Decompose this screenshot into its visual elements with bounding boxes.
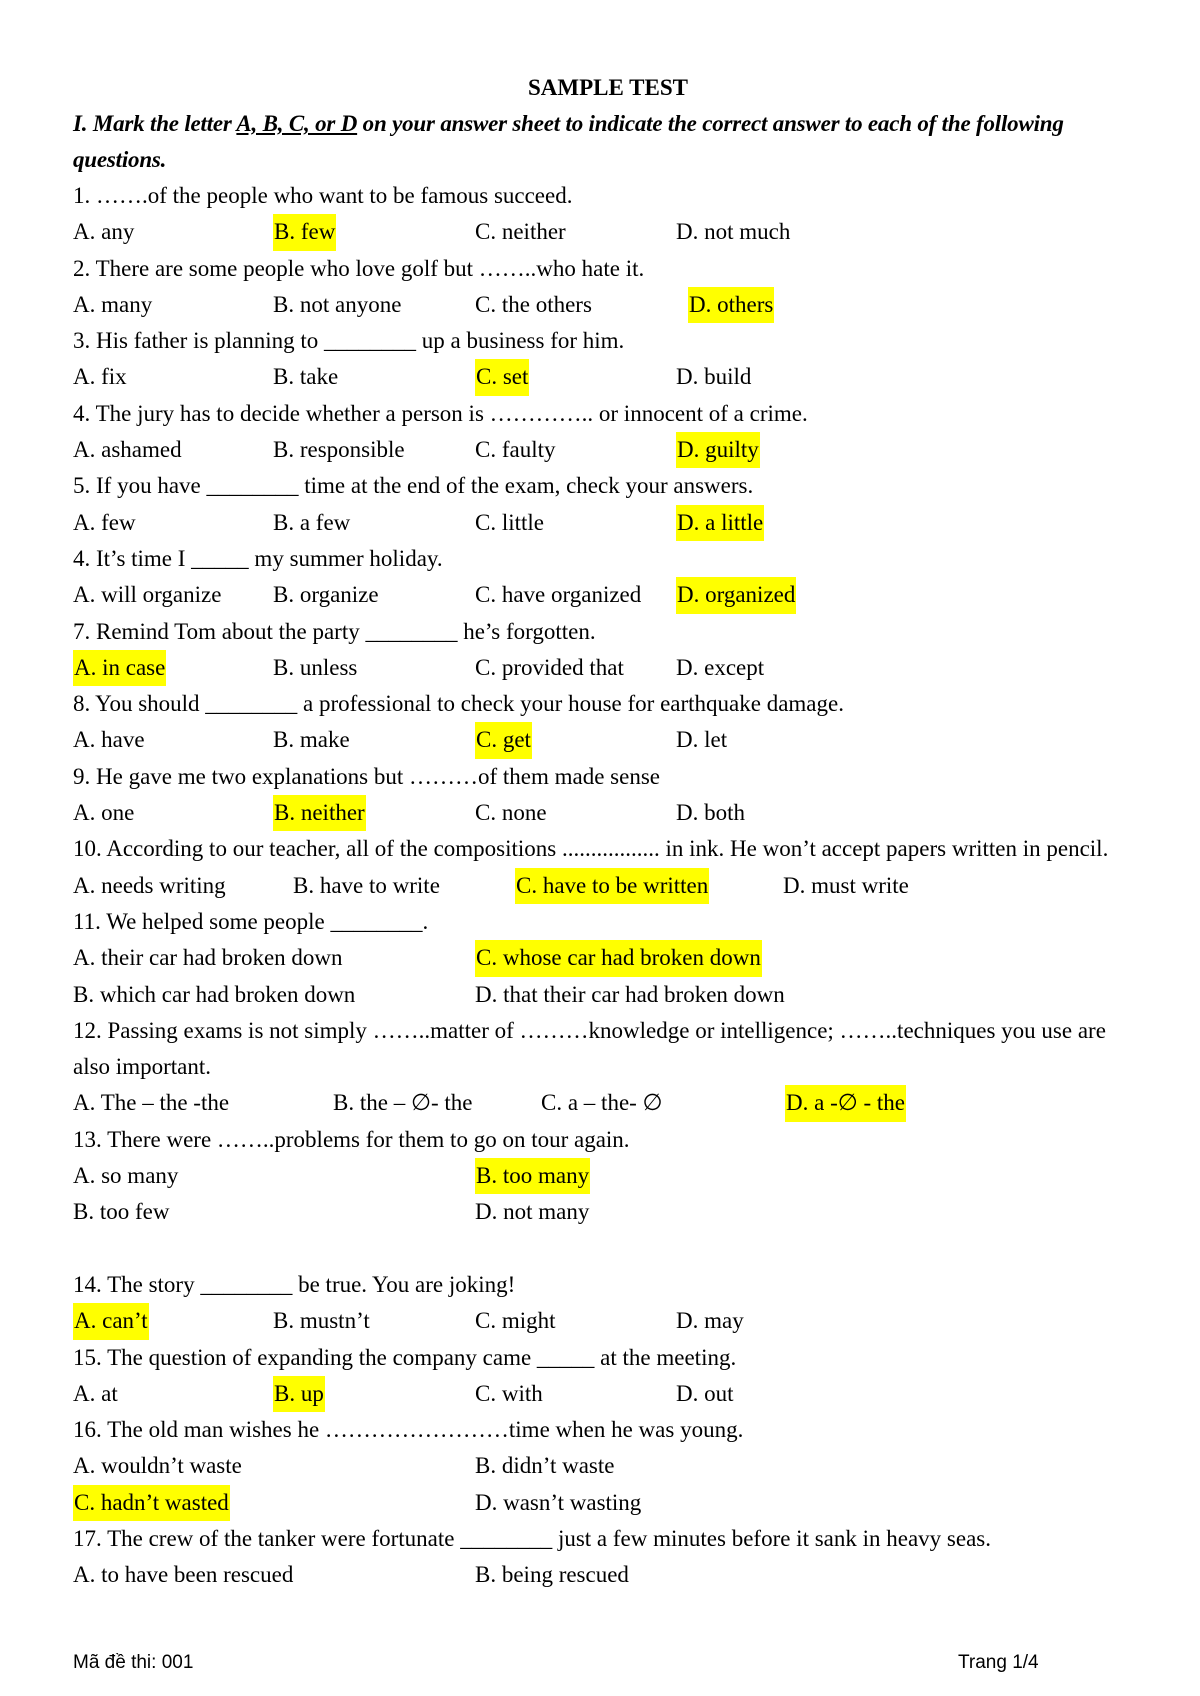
question-17 [73,1521,1143,1594]
answer-option-correct[interactable]: B. up [273,1376,325,1412]
answer-option[interactable]: B. the – ∅- the [333,1090,473,1116]
answer-option[interactable]: B. organize [273,582,379,608]
question-stem: 10. According to our teacher, all of the compositions ................. in ink. He won’t accept papers written in pencil. [73,836,1109,862]
options-row [73,214,1143,250]
answer-option[interactable]: A. many [73,291,153,317]
question-stem: 16. The old man wishes he ……………………time when he was young. [73,1417,744,1443]
answer-option[interactable]: C. the others [475,291,592,317]
question-14 [73,1267,1143,1340]
answer-option[interactable]: A. needs writing [73,872,226,898]
question-stem: 12. Passing exams is not simply ……..matter of ………knowledge or intelligence; ……..techniques you use are also important. [73,1017,1106,1080]
answer-option[interactable]: A. few [73,509,136,535]
question-11 [73,904,1143,1013]
question-2 [73,251,1143,324]
options-row [73,1557,1143,1593]
answer-option[interactable]: A. one [73,800,135,826]
options-row [73,1158,1143,1194]
answer-option-correct[interactable]: D. others [688,287,774,323]
options-row [73,432,1143,468]
answer-option[interactable]: A. ashamed [73,437,182,463]
question-8 [73,686,1143,759]
instruction-suffix: on your answer sheet to indicate the correct answer to each of the following questions. [73,111,1064,172]
options-row [73,722,1143,758]
instruction-prefix: I. Mark the letter [73,111,237,136]
answer-option-correct[interactable]: A. in case [73,650,166,686]
answer-option[interactable]: A. their car had broken down [73,945,343,971]
answer-option[interactable]: B. being rescued [475,1562,629,1588]
answer-option[interactable]: B. not anyone [273,291,402,317]
question-stem: 8. You should ________ a professional to check your house for earthquake damage. [73,691,844,717]
spacer [73,1231,1143,1267]
answer-option[interactable]: B. have to write [293,872,440,898]
answer-option[interactable]: A. to have been rescued [73,1562,294,1588]
question-stem: 9. He gave me two explanations but ………of them made sense [73,763,660,789]
answer-option[interactable]: D. build [676,364,752,390]
answer-option[interactable]: C. with [475,1380,543,1406]
options-row [73,1194,1143,1230]
options-row [73,1303,1143,1339]
options-row [73,1485,1143,1521]
answer-option-correct[interactable]: C. have to be written [515,868,709,904]
answer-option-correct[interactable]: B. few [273,214,336,250]
options-row [73,977,1143,1013]
answer-option-correct[interactable]: B. neither [273,795,366,831]
answer-option[interactable]: D. that their car had broken down [475,981,785,1007]
answer-option[interactable]: B. make [273,727,350,753]
question-list [73,178,1143,1594]
options-row [73,1448,1143,1484]
answer-option[interactable]: C. a – the- ∅ [541,1090,663,1116]
answer-option[interactable]: C. none [475,800,547,826]
answer-option[interactable]: A. wouldn’t waste [73,1453,242,1479]
answer-option[interactable]: D. except [676,654,765,680]
answer-option-correct[interactable]: A. can’t [73,1303,149,1339]
answer-option-correct[interactable]: B. too many [475,1158,590,1194]
answer-option[interactable]: C. provided that [475,654,624,680]
answer-option[interactable]: D. wasn’t wasting [475,1489,642,1515]
options-row [73,287,1143,323]
question-stem: 13. There were ……..problems for them to go on tour again. [73,1126,630,1152]
question-stem: 4. The jury has to decide whether a person is ………….. or innocent of a crime. [73,400,808,426]
answer-option[interactable]: A. The – the -the [73,1090,230,1116]
question-stem: 15. The question of expanding the company came _____ at the meeting. [73,1344,737,1370]
question-stem: 4. It’s time I _____ my summer holiday. [73,545,443,571]
question-stem: 5. If you have ________ time at the end of the exam, check your answers. [73,473,754,499]
answer-option[interactable]: B. mustn’t [273,1308,370,1334]
answer-option[interactable]: B. which car had broken down [73,981,356,1007]
question-stem: 7. Remind Tom about the party ________ he’s forgotten. [73,618,596,644]
answer-option-correct[interactable]: C. hadn’t wasted [73,1485,230,1521]
question-stem: 11. We helped some people ________. [73,908,429,934]
page-number: Trang 1/4 [958,1652,1039,1673]
instruction-letters: A, B, C, or D [236,111,358,136]
question-stem: 17. The crew of the tanker were fortunate ________ just a few minutes before it sank in heavy seas. [73,1525,992,1551]
question-12 [73,1013,1143,1122]
question-4 [73,396,1143,469]
answer-option[interactable]: C. neither [475,219,566,245]
answer-option[interactable]: B. unless [273,654,358,680]
answer-option[interactable]: D. let [676,727,728,753]
answer-option[interactable]: D. may [676,1308,744,1334]
question-stem: 1. …….of the people who want to be famous succeed. [73,183,573,208]
answer-option-correct[interactable]: C. get [475,722,532,758]
options-row [73,795,1143,831]
question-16 [73,1412,1143,1521]
answer-option[interactable]: A. at [73,1380,118,1406]
answer-option[interactable]: B. take [273,364,339,390]
options-row [73,1376,1143,1412]
exam-code: Mã đề thi: 001 [73,1652,194,1673]
options-row [73,505,1143,541]
answer-option[interactable]: B. didn’t waste [475,1453,615,1479]
answer-option[interactable]: C. faulty [475,437,556,463]
options-row [73,940,1143,976]
options-row [73,1085,1143,1121]
options-row [73,868,1143,904]
answer-option[interactable]: D. out [676,1380,734,1406]
question-13 [73,1122,1143,1267]
question-10 [73,831,1143,904]
page-title: SAMPLE TEST [528,75,688,100]
answer-option-correct[interactable]: C. whose car had broken down [475,940,762,976]
answer-option[interactable]: A. will organize [73,582,222,608]
question-1 [73,178,1143,251]
instructions [73,106,1143,178]
answer-option[interactable]: D. must write [783,872,909,898]
answer-option[interactable]: B. responsible [273,437,405,463]
question-stem: 14. The story ________ be true. You are joking! [73,1271,516,1297]
answer-option-correct[interactable]: D. a little [676,505,764,541]
answer-option[interactable]: A. fix [73,364,127,390]
test-content [73,70,1143,1594]
question-3 [73,323,1143,396]
answer-option[interactable]: C. might [475,1308,556,1334]
answer-option[interactable]: C. little [475,509,544,535]
answer-option[interactable]: B. a few [273,509,351,535]
answer-option[interactable]: D. both [676,800,745,826]
question-5 [73,468,1143,541]
answer-option[interactable]: C. have organized [475,582,642,608]
answer-option-correct[interactable]: C. set [475,359,529,395]
answer-option[interactable]: D. not much [676,219,791,245]
question-9 [73,759,1143,832]
answer-option[interactable]: B. too few [73,1199,170,1225]
answer-option[interactable]: A. so many [73,1163,179,1189]
question-15 [73,1340,1143,1413]
answer-option[interactable]: A. have [73,727,145,753]
question-stem: 2. There are some people who love golf but ……..who hate it. [73,255,645,281]
question-7 [73,614,1143,687]
answer-option[interactable]: A. any [73,219,135,245]
options-row [73,359,1143,395]
options-row [73,650,1143,686]
answer-option-correct[interactable]: D. guilty [676,432,760,468]
options-row [73,577,1143,613]
answer-option-correct[interactable]: D. a -∅ - the [785,1085,906,1121]
question-6 [73,541,1143,614]
answer-option[interactable]: D. not many [475,1199,590,1225]
answer-option-correct[interactable]: D. organized [676,577,796,613]
question-stem: 3. His father is planning to ________ up a business for him. [73,328,625,354]
